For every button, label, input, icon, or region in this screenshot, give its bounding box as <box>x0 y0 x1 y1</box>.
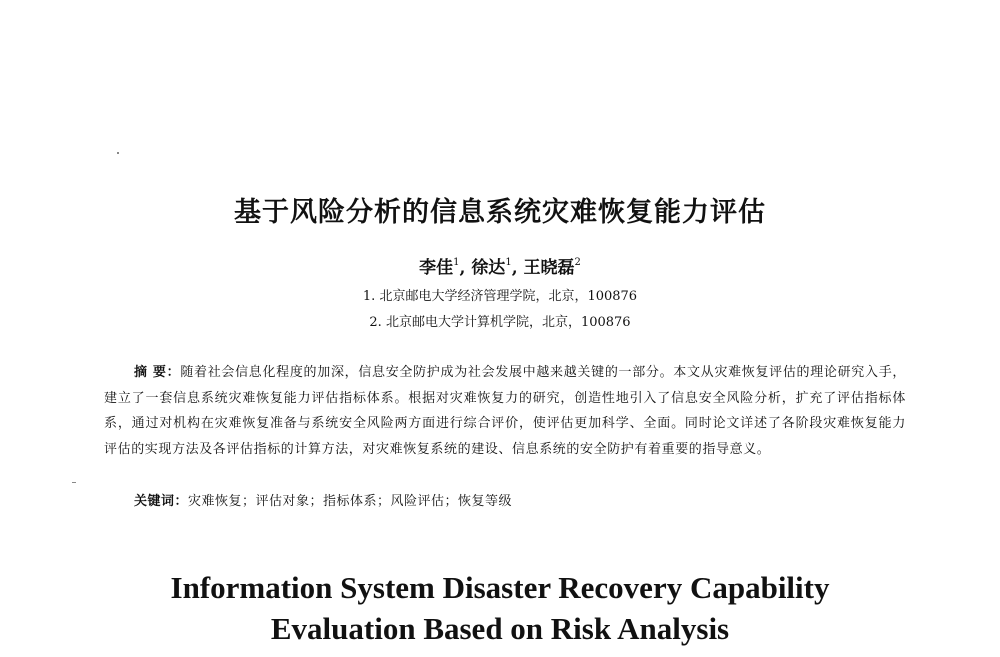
author-separator: , <box>459 258 466 278</box>
chinese-title: 基于风险分析的信息系统灾难恢复能力评估 <box>234 197 766 228</box>
affiliation-mark: 2 <box>574 257 581 268</box>
abstract <box>104 360 906 462</box>
affiliation-2: 2. 北京邮电大学计算机学院，北京，100876 <box>369 315 631 330</box>
keywords <box>134 490 512 509</box>
english-title-line-2: Evaluation Based on Risk Analysis <box>270 611 730 646</box>
author-line <box>0 253 1000 278</box>
scan-speck <box>72 482 76 483</box>
author-name: 徐达 <box>471 258 506 278</box>
abstract-label: 摘 要： <box>134 365 181 380</box>
author-name: 李佳 <box>419 258 454 278</box>
affiliation-mark: 1 <box>505 257 512 268</box>
abstract-text: 随着社会信息化程度的加深，信息安全防护成为社会发展中越来越关键的一部分。本文从灾难恢复评估的理论研究入手，建立了一套信息系统灾难恢复能力评估指标体系。根据对灾难恢复力的研究，创造性地引入了信息安全风险分析，扩充了评估指标体系，通过对机构在灾难恢复准备与系统安全风险两方面进行综合评价，使评估更加科学、全面。同时论文详述了各阶段灾难恢复能力评估的实现方法及各评估指标的计算方法，对灾难恢复系统的建设、信息系统的安全防护有着重要的指导意义。 <box>104 365 906 457</box>
scan-speck <box>117 152 119 154</box>
english-title-line-1: Information System Disaster Recovery Capability <box>170 570 830 605</box>
author-separator: , <box>511 258 518 278</box>
keywords-label: 关键词： <box>134 494 189 509</box>
keywords-text: 灾难恢复；评估对象；指标体系；风险评估；恢复等级 <box>188 494 513 509</box>
affiliation-mark: 1 <box>453 257 460 268</box>
author-name: 王晓磊 <box>523 258 575 278</box>
affiliation-1: 1. 北京邮电大学经济管理学院，北京，100876 <box>362 289 638 304</box>
